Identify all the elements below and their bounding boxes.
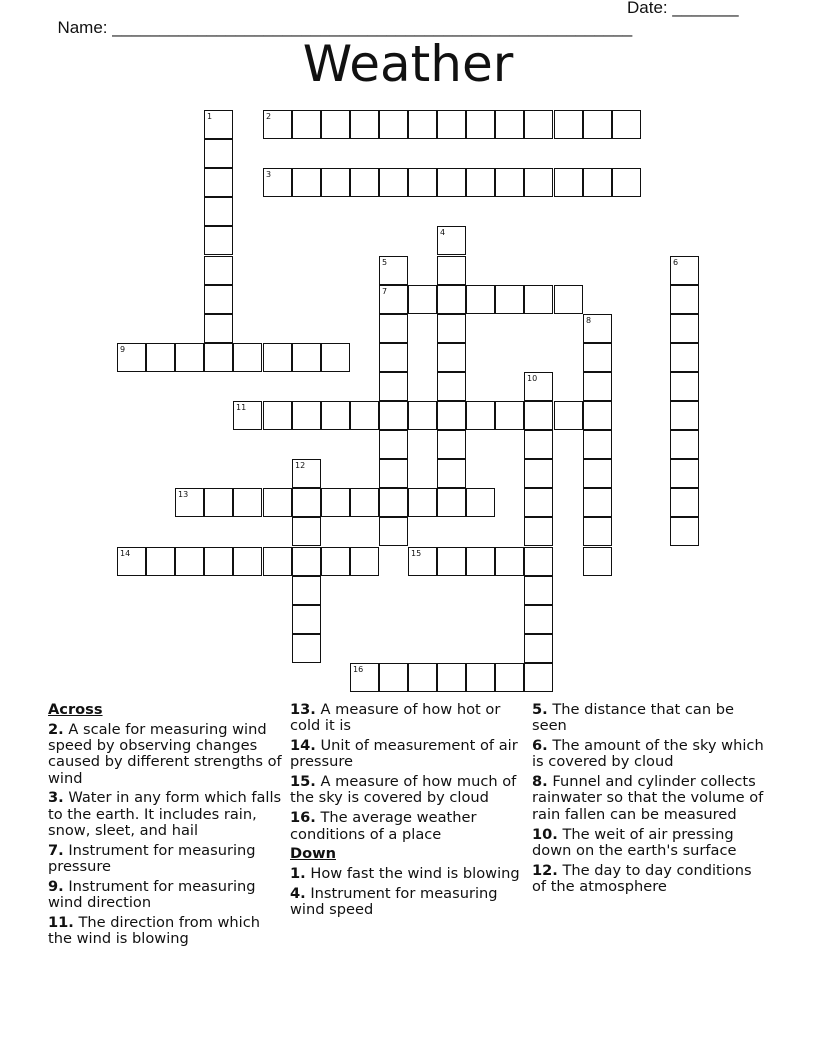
clue-text: The weit of air pressing down on the earth's surface [532,825,737,859]
grid-cell[interactable] [495,168,524,197]
grid-cell[interactable] [524,547,553,576]
grid-cell[interactable] [524,517,553,546]
grid-cell[interactable] [292,110,321,139]
clue-number: 5 [382,258,388,267]
clue-number-label: 10. [532,825,558,843]
grid-cell[interactable] [612,168,641,197]
grid-cell[interactable] [204,139,233,168]
grid-cell[interactable] [233,343,262,372]
clue-item [48,879,283,912]
clue-item [48,915,283,948]
grid-cell[interactable] [670,517,699,546]
grid-cell[interactable] [263,343,292,372]
grid-cell[interactable] [437,488,466,517]
grid-cell[interactable] [292,343,321,372]
grid-cell[interactable] [466,110,495,139]
grid-cell[interactable] [466,285,495,314]
grid-cell[interactable] [204,343,233,372]
grid-cell[interactable] [583,110,612,139]
grid-cell[interactable] [583,517,612,546]
grid-cell[interactable] [524,459,553,488]
grid-cell[interactable] [204,197,233,226]
clue-item [532,702,767,735]
clue-text: The average weather conditions of a place [290,809,477,843]
grid-cell[interactable] [524,372,553,401]
clue-item [48,790,283,839]
clue-number-label: 5. [532,701,548,718]
grid-cell[interactable] [524,110,553,139]
grid-cell[interactable] [554,285,583,314]
clue-number-label: 16. [290,809,316,827]
clue-number-label: 4. [290,884,306,902]
clue-text: The distance that can be seen [532,701,734,735]
clue-text: A measure of how hot or cold it is [290,701,501,735]
grid-cell[interactable] [379,459,408,488]
grid-cell[interactable] [524,285,553,314]
grid-cell[interactable] [379,343,408,372]
grid-cell[interactable] [263,547,292,576]
clue-section-heading: Across [48,701,103,718]
grid-cell[interactable] [670,372,699,401]
clue-item [532,827,767,860]
grid-cell[interactable] [583,343,612,372]
grid-cell[interactable] [670,459,699,488]
grid-cell[interactable] [321,547,350,576]
puzzle-title: Weather [302,35,514,93]
grid-cell[interactable] [292,488,321,517]
clue-item [290,774,525,807]
clue-item [290,810,525,843]
grid-cell[interactable] [408,285,437,314]
clue-number-label: 1. [290,865,306,883]
grid-cell[interactable] [204,314,233,343]
clue-number: 14 [120,549,131,558]
clue-number-label: 14. [290,737,316,755]
grid-cell[interactable] [146,547,175,576]
grid-cell[interactable] [670,256,699,285]
clue-item [532,774,767,823]
clue-column-1 [48,702,283,951]
grid-cell[interactable] [554,401,583,430]
date-field[interactable]: Date: _______ [627,0,739,17]
clue-item [48,843,283,876]
grid-cell[interactable] [670,285,699,314]
grid-cell[interactable] [408,110,437,139]
grid-cell[interactable] [379,488,408,517]
grid-cell[interactable] [495,663,524,692]
clue-text: The direction from which the wind is blowing [48,914,260,948]
grid-cell[interactable] [437,285,466,314]
grid-cell[interactable] [379,314,408,343]
clue-number: 6 [673,258,679,267]
grid-cell[interactable] [379,168,408,197]
grid-cell[interactable] [292,605,321,634]
grid-cell[interactable] [117,547,146,576]
clue-number: 1 [207,112,213,121]
clue-text: The day to day conditions of the atmosphere [532,861,752,895]
grid-cell[interactable] [321,401,350,430]
grid-cell[interactable] [379,285,408,314]
grid-cell[interactable] [292,576,321,605]
grid-cell[interactable] [408,547,437,576]
grid-cell[interactable] [321,488,350,517]
clue-number: 15 [411,549,422,558]
grid-cell[interactable] [204,110,233,139]
clue-number-label: 15. [290,773,316,791]
grid-cell[interactable] [466,547,495,576]
grid-cell[interactable] [437,343,466,372]
grid-cell[interactable] [437,372,466,401]
grid-cell[interactable] [524,663,553,692]
grid-cell[interactable] [379,256,408,285]
clue-text: A measure of how much of the sky is covered by cloud [290,773,517,807]
grid-cell[interactable] [204,226,233,255]
clue-text: Instrument for measuring wind speed [290,884,498,919]
clue-item [532,738,767,771]
grid-cell[interactable] [495,285,524,314]
clue-number-label: 3. [48,789,64,807]
clue-section-heading: Down [290,845,337,863]
clue-text: How fast the wind is blowing [310,865,520,883]
clue-item [532,863,767,896]
grid-cell[interactable] [292,634,321,663]
clue-number: 2 [266,112,272,121]
grid-cell[interactable] [495,547,524,576]
grid-cell[interactable] [292,168,321,197]
grid-cell[interactable] [583,547,612,576]
grid-cell[interactable] [233,401,262,430]
grid-cell[interactable] [379,663,408,692]
grid-cell[interactable] [612,110,641,139]
grid-cell[interactable] [466,401,495,430]
grid-cell[interactable] [583,488,612,517]
grid-cell[interactable] [670,343,699,372]
clue-number: 16 [353,665,364,674]
grid-cell[interactable] [117,343,146,372]
grid-cell[interactable] [292,401,321,430]
grid-cell[interactable] [263,401,292,430]
grid-cell[interactable] [204,168,233,197]
grid-cell[interactable] [350,663,379,692]
grid-cell[interactable] [524,576,553,605]
grid-cell[interactable] [321,110,350,139]
grid-cell[interactable] [437,547,466,576]
clue-item [290,886,525,919]
clue-number: 12 [295,461,306,470]
grid-cell[interactable] [350,488,379,517]
clue-number-label: 11. [48,914,74,932]
grid-cell[interactable] [583,372,612,401]
grid-cell[interactable] [437,226,466,255]
grid-cell[interactable] [321,168,350,197]
grid-cell[interactable] [379,110,408,139]
grid-cell[interactable] [350,168,379,197]
grid-cell[interactable] [175,488,204,517]
clue-number: 10 [527,374,538,383]
grid-cell[interactable] [263,168,292,197]
grid-cell[interactable] [204,285,233,314]
grid-cell[interactable] [437,459,466,488]
grid-cell[interactable] [233,547,262,576]
grid-cell[interactable] [437,168,466,197]
grid-cell[interactable] [379,430,408,459]
grid-cell[interactable] [350,110,379,139]
grid-cell[interactable] [146,343,175,372]
grid-cell[interactable] [670,430,699,459]
grid-cell[interactable] [408,168,437,197]
clue-number-label: 12. [532,861,558,879]
grid-cell[interactable] [204,547,233,576]
grid-cell[interactable] [379,517,408,546]
grid-cell[interactable] [408,488,437,517]
grid-cell[interactable] [670,314,699,343]
grid-cell[interactable] [263,488,292,517]
grid-cell[interactable] [233,488,262,517]
grid-cell[interactable] [495,110,524,139]
grid-cell[interactable] [292,459,321,488]
grid-cell[interactable] [583,168,612,197]
grid-cell[interactable] [495,401,524,430]
grid-cell[interactable] [583,459,612,488]
grid-cell[interactable] [408,663,437,692]
grid-cell[interactable] [175,343,204,372]
grid-cell[interactable] [175,547,204,576]
clue-number-label: 13. [290,701,316,718]
grid-cell[interactable] [204,488,233,517]
clue-number-label: 2. [48,720,64,738]
grid-cell[interactable] [554,168,583,197]
grid-cell[interactable] [524,401,553,430]
grid-cell[interactable] [524,488,553,517]
clue-text: Funnel and cylinder collects rainwater so that the volume of rain fallen can be measured [532,773,764,823]
grid-cell[interactable] [350,547,379,576]
grid-cell[interactable] [437,256,466,285]
clue-number-label: 6. [532,737,548,755]
grid-cell[interactable] [583,401,612,430]
grid-cell[interactable] [379,372,408,401]
grid-cell[interactable] [583,430,612,459]
grid-cell[interactable] [670,401,699,430]
grid-cell[interactable] [437,663,466,692]
clue-text: The amount of the sky which is covered by cloud [532,737,764,771]
clue-number-label: 9. [48,877,64,895]
grid-cell[interactable] [466,663,495,692]
grid-cell[interactable] [524,605,553,634]
clue-item [290,702,525,735]
grid-cell[interactable] [321,343,350,372]
clue-text: Water in any form which falls to the earth. It includes rain, snow, sleet, and hail [48,789,282,840]
grid-cell[interactable] [524,168,553,197]
clue-text: Instrument for measuring pressure [48,841,256,876]
grid-cell[interactable] [263,110,292,139]
clue-number: 13 [178,490,189,499]
grid-cell[interactable] [554,110,583,139]
clue-item [290,738,525,771]
clue-number: 9 [120,345,126,354]
grid-cell[interactable] [204,256,233,285]
grid-cell[interactable] [437,401,466,430]
grid-cell[interactable] [437,430,466,459]
clue-number-label: 8. [532,773,548,791]
clue-number: 11 [236,403,247,412]
clue-text: Unit of measurement of air pressure [290,737,518,771]
clue-number: 8 [586,316,592,325]
grid-cell[interactable] [583,314,612,343]
clue-number: 3 [266,170,272,179]
clue-item [48,722,283,787]
clue-number-label: 7. [48,841,64,859]
grid-cell[interactable] [466,168,495,197]
clue-text: A scale for measuring wind speed by observing changes caused by different strengths of wind [48,720,282,787]
clue-number: 7 [382,287,388,296]
clue-item [290,866,525,882]
grid-cell[interactable] [350,401,379,430]
clue-number: 4 [440,228,446,237]
grid-cell[interactable] [466,488,495,517]
grid-cell[interactable] [408,401,437,430]
grid-cell[interactable] [292,517,321,546]
clue-column-3 [532,702,767,899]
clue-column-2 [290,702,525,922]
grid-cell[interactable] [524,430,553,459]
grid-cell[interactable] [670,488,699,517]
grid-cell[interactable] [292,547,321,576]
clue-text: Instrument for measuring wind direction [48,877,256,912]
name-field[interactable]: Name: _______________________________________________________ [57,18,633,37]
grid-cell[interactable] [524,634,553,663]
grid-cell[interactable] [437,110,466,139]
grid-cell[interactable] [379,401,408,430]
grid-cell[interactable] [437,314,466,343]
